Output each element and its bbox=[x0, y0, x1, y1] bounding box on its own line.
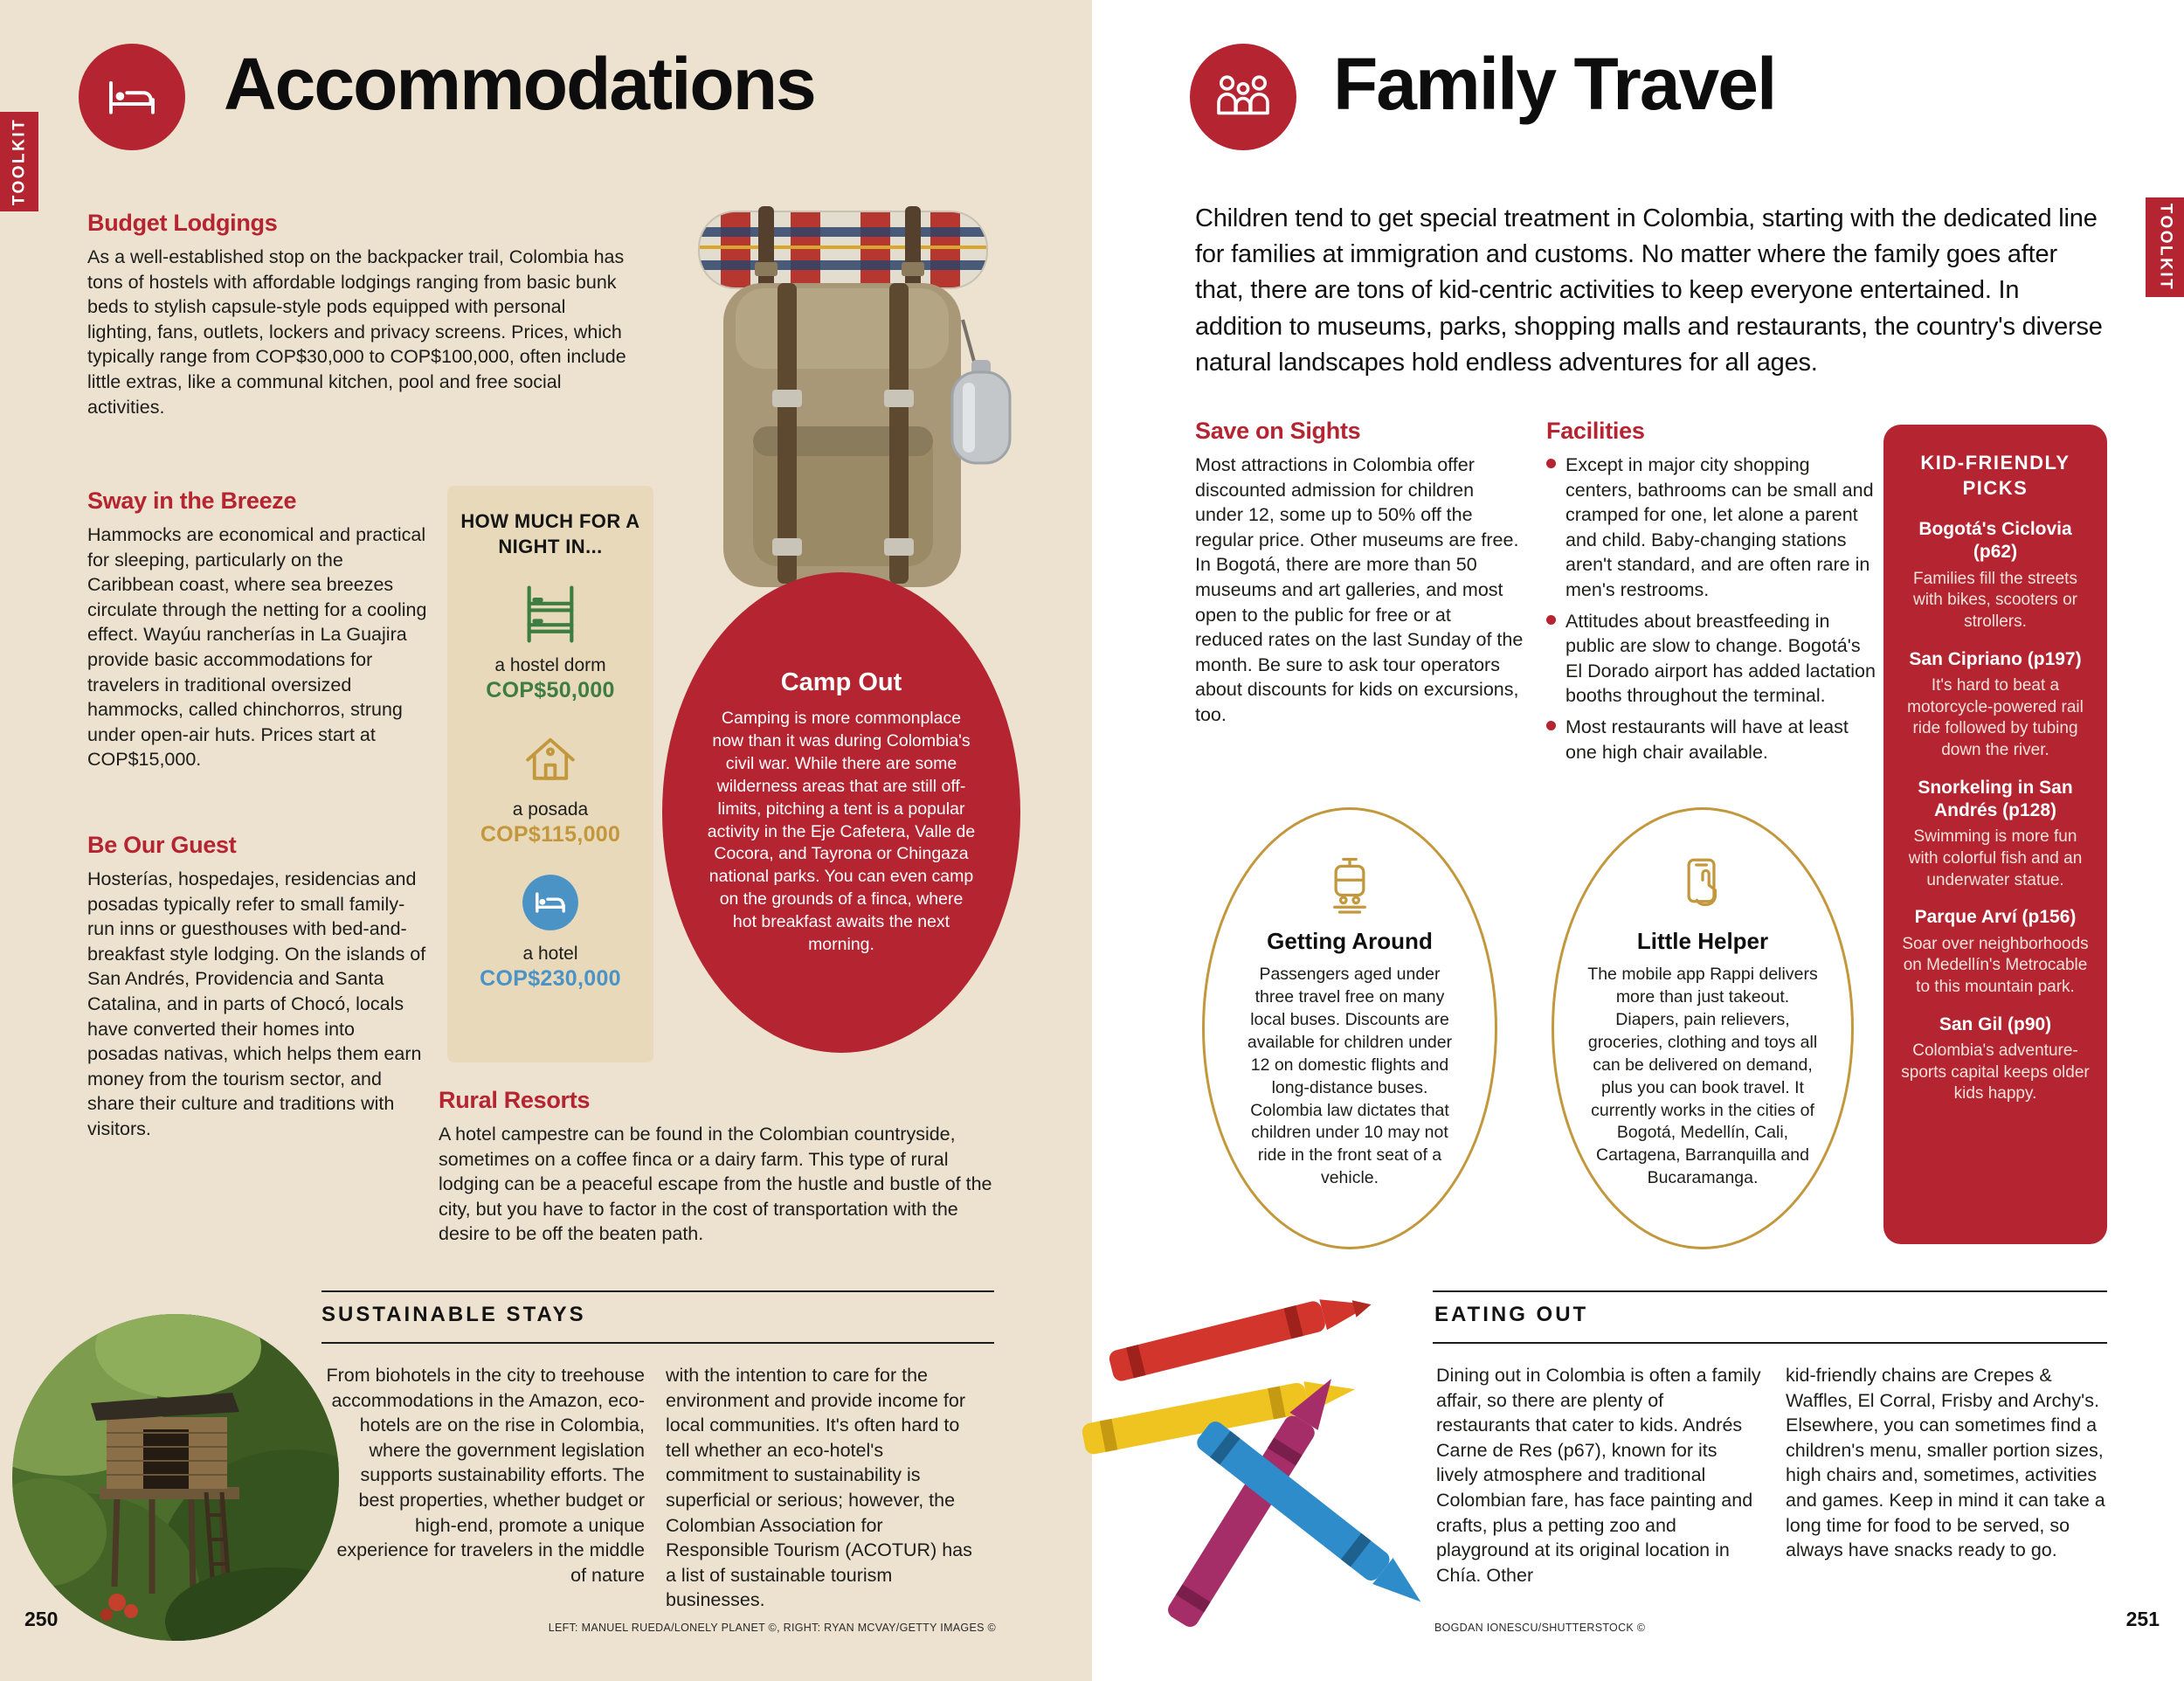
sway-heading: Sway in the Breeze bbox=[87, 488, 297, 514]
getting-around-heading: Getting Around bbox=[1267, 928, 1433, 954]
price-item-hostel-dorm bbox=[460, 581, 641, 703]
toolkit-label-right: TOOLKIT bbox=[2156, 203, 2175, 292]
be-our-guest-section bbox=[87, 832, 430, 1142]
treehouse-photo bbox=[12, 1314, 339, 1641]
save-on-sights-text: Most attractions in Colombia offer discounted admission for children under 12, some up to 50% off the regular price. Other museums are free. In Bogotá, there are more than 50 museums and art galleries, and most open to the public for free or at reduced rates on the last Sunday of the month. Be sure to ask tour operators about discounts for kids on excursions, too. bbox=[1195, 454, 1524, 725]
hotel-bed-icon bbox=[460, 869, 641, 940]
page-title-family-travel: Family Travel bbox=[1333, 43, 1776, 125]
price-value: COP$230,000 bbox=[480, 966, 621, 992]
facilities-bullet: Most restaurants will have at least one high chair available. bbox=[1546, 715, 1880, 764]
camp-out-callout bbox=[662, 572, 1020, 1053]
facilities-heading: Facilities bbox=[1546, 418, 1645, 444]
price-item-posada bbox=[460, 725, 641, 847]
kid-picks-heading: KID-FRIENDLY PICKS bbox=[1920, 452, 2070, 499]
bullet-dot-icon bbox=[1546, 615, 1556, 625]
backpack-photo bbox=[646, 206, 1048, 617]
budget-lodgings-heading: Budget Lodgings bbox=[87, 210, 278, 236]
price-box-heading: HOW MUCH FOR A NIGHT IN... bbox=[460, 510, 640, 558]
pick-item: Snorkeling in San Andrés (p128) Swimming is more fun with colorful fish and an underwater statue. bbox=[1908, 777, 2083, 889]
bed-icon bbox=[79, 44, 185, 150]
photo-credit-left: LEFT: MANUEL RUEDA/LONELY PLANET ©, RIGHT: RYAN MCVAY/GETTY IMAGES © bbox=[548, 1622, 996, 1634]
pick-item: Bogotá's Ciclovia (p62) Families fill the streets with bikes, scooters or strollers. bbox=[1913, 519, 2077, 632]
divider-line bbox=[321, 1290, 994, 1292]
price-value: COP$50,000 bbox=[486, 678, 615, 703]
sustainable-col-2: with the intention to care for the environment and provide income for local communities. It's often hard to tell whether an eco-hotel's commitment to sustainability is superficial or serious; however, the Colombian Association for Responsible Tourism (ACOTUR) has a list of sustainable tourism businesses. bbox=[666, 1365, 972, 1611]
photo-credit-right: BOGDAN IONESCU/SHUTTERSTOCK © bbox=[1434, 1622, 1646, 1634]
kid-friendly-picks-box bbox=[1883, 425, 2107, 1244]
toolkit-tab-left bbox=[0, 112, 38, 211]
little-helper-text: The mobile app Rappi delivers more than just takeout. Diapers, pain relievers, groceries, clothing and toys all can be delivered on demand, plus you can book travel. It currently works in the cities of Bogotá, Medellín, Cali, Cartagena, Barranquilla and Bucaramanga. bbox=[1587, 965, 1818, 1188]
be-our-guest-text: Hosterías, hospedajes, residencias and posadas typically refer to small family-run inns or guesthouses with bed-and-breakfast style lodging. On the islands of San Andrés, Providencia and Santa Catalina, and in parts of Chocó, locals have converted their homes into posadas nativas, which helps them earn money from the tourism sector, and share their culture and traditions with visitors. bbox=[87, 868, 426, 1139]
getting-around-oval bbox=[1202, 807, 1497, 1249]
eating-out-heading: EATING OUT bbox=[1434, 1303, 1589, 1326]
right-page-family-travel bbox=[1092, 0, 2184, 1681]
facilities-bullet: Attitudes about breastfeeding in public are slow to change. Bogotá's El Dorado airport has added lactation booths throughout the terminal. bbox=[1546, 609, 1880, 709]
camp-out-text: Camping is more commonplace now than it was during Colombia's civil war. While there are some wilderness areas that are still off-limits, pitching a tent is a popular activity in the Eje Cafetera, Valle de Cocora, and Tayrona or Chingaza national parks. You can even camp on the grounds of a finca, where hot breakfast awaits the next morning. bbox=[707, 708, 976, 955]
sway-text: Hammocks are economical and practical for sleeping, particularly on the Caribbean coast, where sea breezes circulate through the netting for a cooling effect. Wayúu rancherías in La Guajira provide basic accommodations for travelers in traditional oversized hammocks, called chinchorros, strung under open-air huts. Prices start at COP$15,000. bbox=[87, 524, 427, 771]
getting-around-text: Passengers aged under three travel free on many local buses. Discounts are available for children under 12 on domestic flights and long-distance buses. Colombia law dictates that children under 10 may not ride in the front seat of a vehicle. bbox=[1247, 965, 1453, 1188]
sway-in-the-breeze-section bbox=[87, 488, 430, 772]
price-value: COP$115,000 bbox=[480, 822, 621, 847]
page-number-left: 250 bbox=[24, 1608, 59, 1630]
rural-resorts-heading: Rural Resorts bbox=[439, 1087, 591, 1113]
little-helper-oval bbox=[1552, 807, 1854, 1249]
sustainable-stays-heading: SUSTAINABLE STAYS bbox=[321, 1303, 586, 1326]
bullet-dot-icon bbox=[1546, 459, 1556, 468]
facilities-bullet: Except in major city shopping centers, bathrooms can be small and cramped for one, let alone a parent and child. Baby-changing stations aren't standard, and are often rare in men's restrooms. bbox=[1546, 453, 1880, 603]
rural-resorts-section bbox=[439, 1087, 1011, 1247]
price-label: a posada bbox=[512, 799, 589, 820]
be-our-guest-heading: Be Our Guest bbox=[87, 832, 237, 858]
save-on-sights-heading: Save on Sights bbox=[1195, 418, 1361, 444]
sustainable-col-1: From biohotels in the city to treehouse accommodations in the Amazon, eco-hotels are on the rise in Colombia, where the government legislation supports sustainability efforts. The best properties, whether budget or high-end, promote a unique experience for travelers in the middle of nature bbox=[326, 1365, 645, 1586]
phone-hand-icon bbox=[1671, 854, 1734, 921]
page-title-accommodations: Accommodations bbox=[224, 43, 815, 125]
price-label: a hotel bbox=[522, 944, 578, 965]
divider-line bbox=[1433, 1342, 2107, 1344]
facilities-list bbox=[1546, 453, 1880, 764]
pick-item: San Cipriano (p197) It's hard to beat a motorcycle-powered rail ride followed by tubing down the river. bbox=[1907, 648, 2084, 760]
bullet-dot-icon bbox=[1546, 721, 1556, 730]
page-number-right: 251 bbox=[2125, 1608, 2160, 1630]
toolkit-label-left: TOOLKIT bbox=[10, 117, 29, 206]
rural-resorts-text: A hotel campestre can be found in the Colombian countryside, sometimes on a coffee finca or a dairy farm. This type of rural lodging can be a peaceful escape from the hustle and bustle of the city, but you have to factor in the cost of transportation with the desire to be off the beaten path. bbox=[439, 1124, 992, 1245]
eating-out-col-2: kid-friendly chains are Crepes & Waffles, El Corral, Frisby and Archy's. Elsewhere, you can sometimes find a children's menu, smaller portion sizes, high chairs and, sometimes, activities and games. Keep in mind it can take a long time for food to be served, so always have snacks ready to go. bbox=[1786, 1365, 2105, 1561]
camp-out-heading: Camp Out bbox=[780, 668, 902, 696]
eating-out-col-1: Dining out in Colombia is often a family affair, so there are plenty of restaurants that cater to kids. Andrés Carne de Res (p67), known for its lively atmosphere and traditional Colombian fare, has face painting and crafts, plus a petting zoo and playground at its original location in Chía. Other bbox=[1436, 1365, 1761, 1586]
budget-lodgings-text: As a well-established stop on the backpacker trail, Colombia has tons of hostels with affordable lodgings ranging from basic bunk beds to stylish capsule-style pods equipped with personal lighting, fans, outlets, lockers and privacy screens. Prices, which typically range from COP$30,000 to COP$100,000, often include little extras, like a communal kitchen, pool and free social activities. bbox=[87, 246, 626, 418]
toolkit-tab-right bbox=[2146, 197, 2184, 297]
divider-line bbox=[1433, 1290, 2107, 1292]
facilities-section bbox=[1546, 418, 1880, 771]
house-icon bbox=[460, 725, 641, 796]
family-icon bbox=[1190, 44, 1296, 150]
price-label: a hostel dorm bbox=[494, 655, 606, 676]
price-item-hotel bbox=[460, 869, 641, 992]
price-box bbox=[447, 486, 653, 1062]
tram-icon bbox=[1318, 854, 1381, 921]
little-helper-heading: Little Helper bbox=[1636, 928, 1769, 954]
pick-item: San Gil (p90) Colombia's adventure-sports capital keeps older kids happy. bbox=[1901, 1013, 2090, 1103]
bunk-bed-icon bbox=[460, 581, 641, 652]
intro-paragraph: Children tend to get special treatment in Colombia, starting with the dedicated line for families at immigration and customs. No matter where the family goes after that, there are tons of kid-centric activities to keep everyone entertained. In addition to museums, parks, shopping malls and restaurants, the country's diverse natural landscapes hold endless adventures for all ages. bbox=[1195, 204, 2103, 377]
crayons-photo bbox=[1082, 1248, 1440, 1650]
save-on-sights-section bbox=[1195, 418, 1524, 728]
budget-lodgings-section bbox=[87, 210, 627, 419]
divider-line bbox=[321, 1342, 994, 1344]
pick-item: Parque Arví (p156) Soar over neighborhoods on Medellín's Metrocable to this mountain park. bbox=[1902, 907, 2089, 996]
